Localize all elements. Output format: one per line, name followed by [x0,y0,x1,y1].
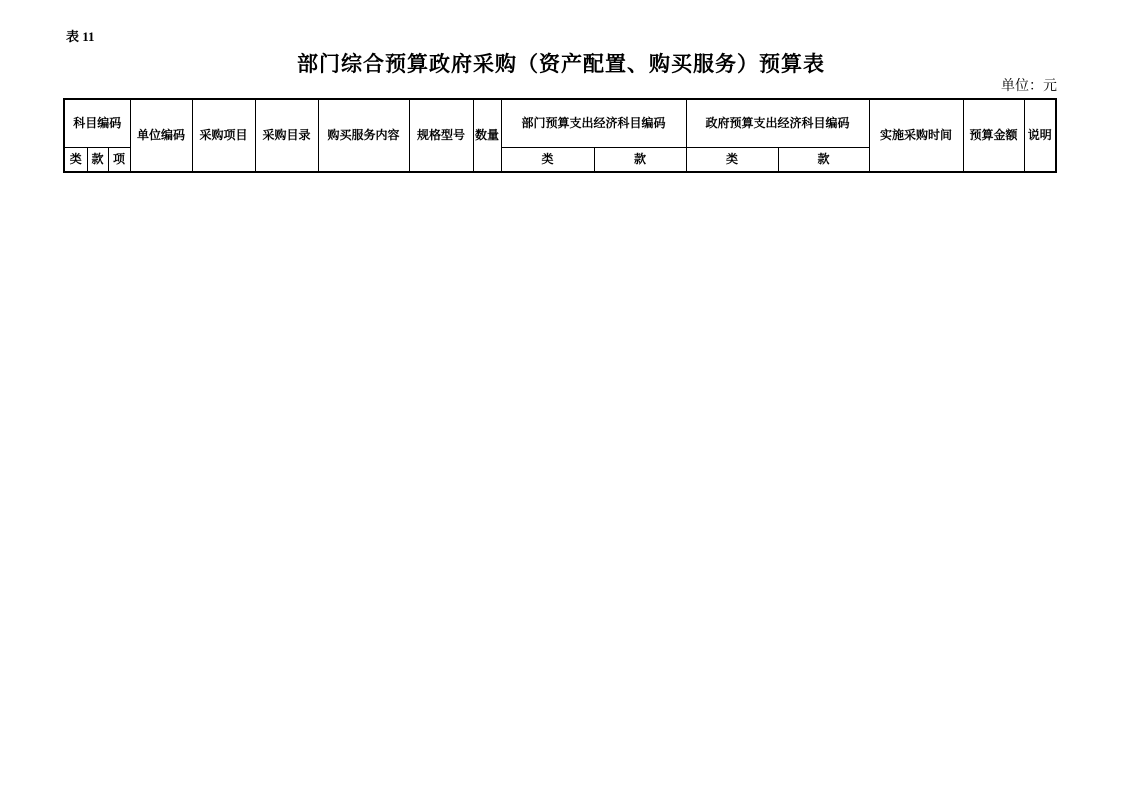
header-subject-code: 科目编码 [64,99,130,147]
header-subject-code-item: 项 [108,147,130,172]
header-purchase-service-content: 购买服务内容 [318,99,409,172]
budget-table [63,98,1057,173]
header-unit-code: 单位编码 [130,99,192,172]
header-gov-econ-section: 款 [778,147,869,172]
header-implement-time: 实施采购时间 [869,99,963,172]
table-header-row-1 [64,99,1056,147]
header-dept-econ-class: 类 [501,147,594,172]
header-subject-code-section: 款 [87,147,108,172]
header-spec-model: 规格型号 [409,99,473,172]
header-budget-amount: 预算金额 [963,99,1024,172]
sheet-number-label: 表 11 [66,29,95,44]
page-title: 部门综合预算政府采购（资产配置、购买服务）预算表 [297,52,825,76]
header-dept-econ-section: 款 [594,147,686,172]
header-procurement-item: 采购项目 [192,99,255,172]
unit-note: 单位：元 [1001,79,1057,94]
header-remark: 说明 [1024,99,1056,172]
header-gov-econ-class: 类 [686,147,778,172]
header-dept-econ-code: 部门预算支出经济科目编码 [501,99,686,147]
header-gov-econ-code: 政府预算支出经济科目编码 [686,99,869,147]
header-procurement-catalog: 采购目录 [255,99,318,172]
header-quantity: 数量 [473,99,501,172]
header-subject-code-class: 类 [64,147,87,172]
